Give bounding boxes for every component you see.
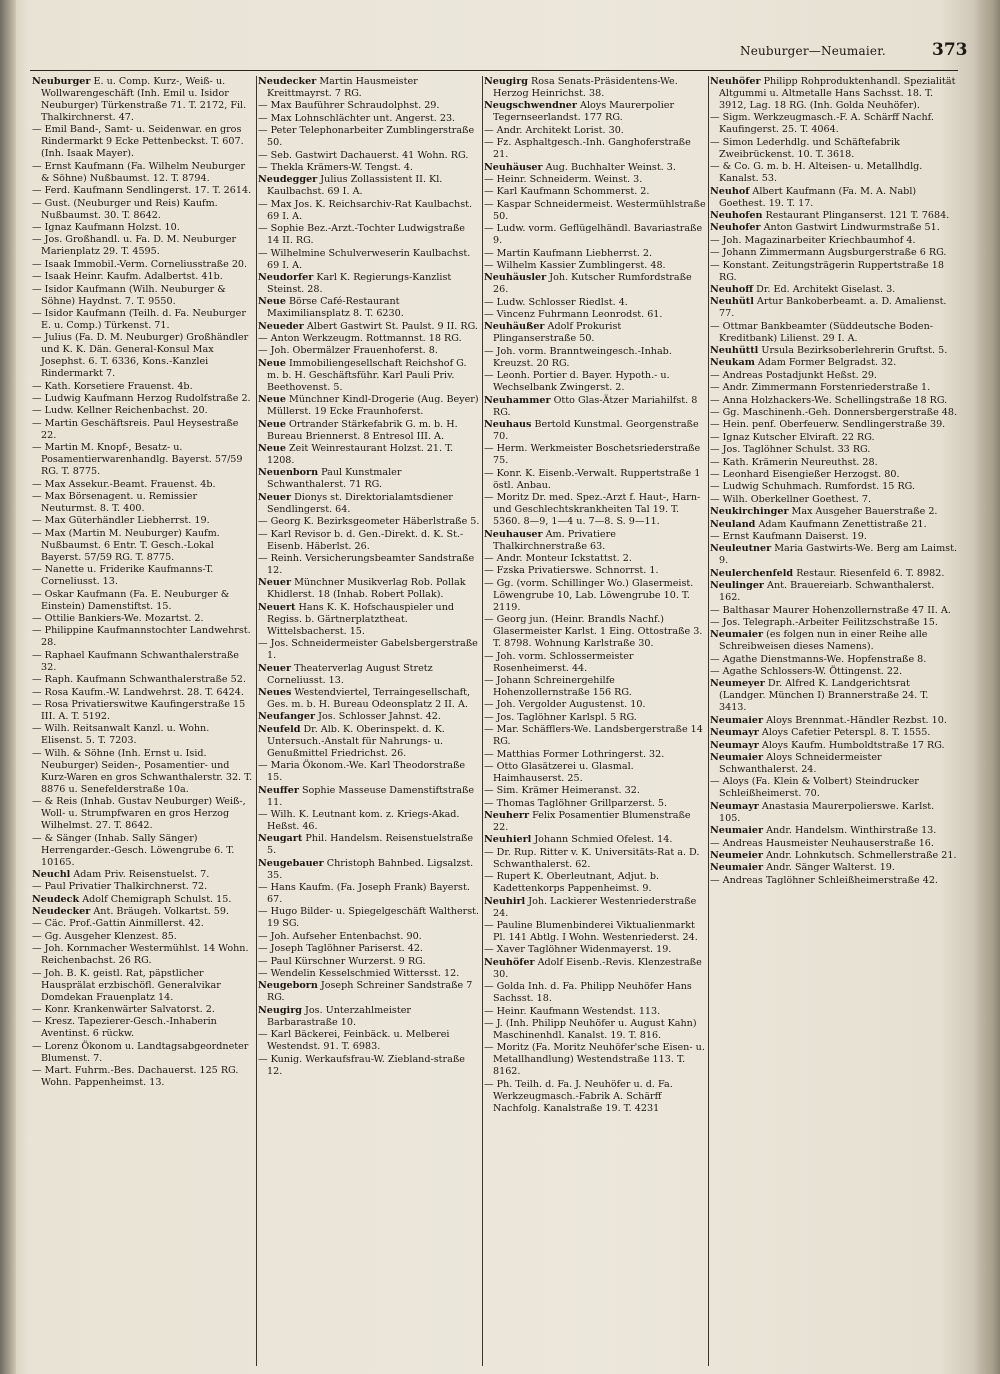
directory-entry: Neuherr Felix Posamentier Blumenstraße 22. — [484, 810, 691, 834]
directory-entry: — Sophie Bez.-Arzt.-Tochter Ludwigstraße 14 II. RG. — [258, 223, 465, 247]
directory-entry: — Paul Kürschner Wurzerst. 9 RG. — [258, 955, 426, 967]
directory-entry: — Isidor Kaufmann (Teilh. d. Fa. Neuburger E. u. Comp.) Türkenst. 71. — [32, 307, 246, 331]
directory-entry: — Ignaz Kutscher Elviraft. 22 RG. — [710, 431, 875, 443]
directory-entry: Neues Westendviertel, Terraingesellschaft, Ges. m. b. H. Bureau Odeonsplatz 2 II. A. — [258, 686, 471, 710]
directory-entry: — Karl Revisor b. d. Gen.-Direkt. d. K. St.-Eisenb. Häberlst. 26. — [258, 528, 464, 552]
directory-entry: — Jos. Taglöhner Karlspl. 5 RG. — [484, 711, 637, 723]
directory-entry: — Joh. Aufseher Entenbachst. 90. — [258, 930, 422, 942]
entry-surname: Neuburger — [32, 76, 91, 87]
directory-entry: — Martin Kaufmann Liebherrst. 2. — [484, 247, 653, 259]
directory-entry: — Leonh. Portier d. Bayer. Hypoth.- u. Wechselbank Zwingerst. 2. — [484, 370, 670, 394]
entry-surname: Neueder — [258, 320, 304, 332]
directory-entry: — Julius (Fa. D. M. Neuburger) Großhändler und K. K. Dän. General-Konsul Max Josephst. 6. T. 6336, Kons.-Kanzlei Rindermarkt 7. — [32, 332, 249, 380]
directory-entry: Neugschwendner Aloys Maurerpolier Tegernseerlandst. 177 RG. — [484, 100, 675, 124]
directory-entry: — Joseph Taglöhner Pariserst. 42. — [258, 943, 423, 955]
entry-surname: Neugschwendner — [484, 100, 577, 112]
directory-entry: — Balthasar Maurer Hohenzollernstraße 47 II. A. — [710, 604, 951, 616]
entry-surname: Neue — [258, 418, 286, 430]
entry-surname: Neumaier — [710, 862, 764, 874]
directory-entry: Neuhöfer Philipp Rohproduktenhandl. Spezialität Altgummi u. Altmetalle Hans Sachsst. 18. T. 3912, Lag. 18 RG. (Inh. Golda Neuhöfer). — [710, 76, 956, 111]
directory-entry: Neudecker Ant. Bräugeh. Volkartst. 59. — [32, 906, 230, 918]
directory-entry: — Reinh. Versicherungsbeamter Sandstraße 12. — [258, 552, 475, 576]
directory-entry: Neugebauer Christoph Bahnbed. Ligsalzst. 35. — [258, 857, 474, 881]
entry-surname: Neumaier — [710, 825, 764, 837]
directory-entry: Neuhofen Restaurant Plinganserst. 121 T. 7684. — [710, 209, 950, 221]
entry-surname: Neuhütl — [710, 296, 754, 308]
directory-entry: — Joh. Kornmacher Westermühlst. 14 Wohn. Reichenbachst. 26 RG. — [32, 943, 249, 967]
directory-entry: Neuchl Adam Priv. Reisenstuelst. 7. — [32, 868, 210, 880]
directory-entry: Neugeborn Joseph Schreiner Sandstraße 7 RG. — [258, 980, 473, 1004]
directory-entry: Neuhierl Johann Schmied Ofelest. 14. — [484, 834, 673, 846]
entry-surname: Neuer — [258, 662, 292, 674]
column-divider — [256, 76, 257, 1366]
directory-entry: — Andreas Taglöhner Schleißheimerstraße 42. — [710, 874, 938, 886]
directory-entry: Neulinger Ant. Brauereiarb. Schwanthalerst. 162. — [710, 580, 935, 604]
entry-surname: Neukirchinger — [710, 506, 789, 518]
entry-surname: Neuhäusler — [484, 272, 547, 284]
directory-entry: Neuer Theaterverlag August Stretz Corneliusst. 13. — [258, 662, 433, 686]
directory-entry: — Martin Geschäftsreis. Paul Heysestraße 22. — [32, 417, 239, 441]
directory-entry: — & Sänger (Inhab. Sally Sänger) Herrengarder.-Gesch. Löwengrube 6. T. 10165. — [32, 832, 235, 868]
directory-entry: — Cäc. Prof.-Gattin Ainmillerst. 42. — [32, 918, 204, 930]
directory-entry: — Ludwig Kaufmann Herzog Rudolfstraße 2. — [32, 393, 251, 405]
directory-entry: — Matthias Former Lothringerst. 32. — [484, 748, 665, 760]
entry-surname: Neuhierl — [484, 834, 532, 846]
directory-entry: — Max Bauführer Schraudolphst. 29. — [258, 100, 440, 112]
directory-entry: — Vincenz Fuhrmann Leonrodst. 61. — [484, 309, 663, 321]
directory-entry: — & Co. G. m. b. H. Alteisen- u. Metallhdlg. Kanalst. 53. — [710, 161, 923, 185]
book-spine-shadow — [0, 0, 16, 1374]
directory-entry: Neumeier Andr. Lohnkutsch. Schmellerstraße 21. — [710, 849, 957, 861]
directory-entry: — Max Güterhändler Liebherrst. 19. — [32, 515, 210, 527]
directory-entry: Neudegger Julius Zollassistent II. Kl. Kaulbachst. 69 I. A. — [258, 174, 443, 198]
directory-entry: — Konstant. Zeitungsträgerin Ruppertstraße 18 RG. — [710, 259, 944, 283]
entry-surname: Neuffer — [258, 784, 299, 796]
directory-entry: Neukam Adam Former Belgradst. 32. — [710, 357, 897, 369]
directory-entry: — Rupert K. Oberleutnant, Adjut. b. Kadettenkorps Pappenheimst. 9. — [484, 871, 660, 895]
entry-surname: Neuer — [258, 491, 292, 503]
directory-entry: — Hugo Bilder- u. Spiegelgeschäft Waltherst. 19 SG. — [258, 906, 480, 930]
directory-entry: Neuert Hans K. K. Hofschauspieler und Regiss. b. Gärtnerplatztheat. Wittelsbacherst. 15. — [258, 601, 455, 637]
directory-entry: — Ludw. vorm. Geflügelhändl. Bavariastraße 9. — [484, 223, 703, 247]
directory-entry: — Max Lohnschlächter unt. Angerst. 23. — [258, 112, 456, 124]
directory-entry: — Golda Inh. d. Fa. Philipp Neuhöfer Hans Sachsst. 18. — [484, 981, 692, 1005]
directory-entry: Neuhöfer Adolf Eisenb.-Revis. Klenzestraße 30. — [484, 956, 702, 980]
entry-surname: Neulinger — [710, 580, 764, 592]
directory-entry: Neumaier Aloys Schneidermeister Schwanthalerst. 24. — [710, 752, 882, 776]
directory-entry: Neumaier Aloys Brennmat.-Händler Rezbst. 10. — [710, 714, 947, 726]
entry-surname: Neumayr — [710, 727, 759, 739]
entry-surname: Neugart — [258, 833, 303, 845]
directory-entry: — Aloys (Fa. Klein & Volbert) Steindrucker Schleißheimerst. 70. — [710, 776, 919, 800]
directory-entry: — Oskar Kaufmann (Fa. E. Neuburger & Einstein) Damenstiftst. 15. — [32, 588, 230, 612]
entry-surname: Neumaier — [710, 629, 764, 641]
directory-entry: — Rosa Privatierswitwe Kaufingerstraße 15 III. A. T. 5192. — [32, 698, 246, 722]
entry-surname: Neuhof — [710, 185, 750, 197]
entry-surname: Neuhirl — [484, 895, 526, 907]
directory-entry: — Jos. Taglöhner Schulst. 33 RG. — [710, 444, 871, 456]
directory-entry: Neuffer Sophie Masseuse Damenstiftstraße 11. — [258, 784, 475, 808]
directory-entry: — Konr. Krankenwärter Salvatorst. 2. — [32, 1004, 215, 1016]
directory-entry: Neudorfer Karl K. Regierungs-Kanzlist Steinst. 28. — [258, 271, 452, 295]
entry-surname: Neudecker — [32, 906, 91, 918]
directory-entry: — Joh. vorm. Schlossermeister Rosenheimerst. 44. — [484, 650, 634, 674]
directory-entry: — Joh. Vergolder Augustenst. 10. — [484, 699, 646, 711]
directory-entry: — Wendelin Kesselschmied Wittersst. 12. — [258, 968, 460, 980]
entry-surname: Neuchl — [32, 868, 71, 880]
entry-surname: Neuhäußer — [484, 321, 545, 333]
directory-entry: — Simon Lederhdlg. und Schäftefabrik Zweibrückenst. 10. T. 3618. — [710, 136, 900, 160]
entry-surname: Neugirg — [258, 1004, 302, 1016]
directory-entry: Neuhäusler Joh. Kutscher Rumfordstraße 26. — [484, 272, 692, 296]
directory-entry: Neumayr Aloys Kaufm. Humboldtstraße 17 RG. — [710, 739, 945, 751]
column-2 — [258, 76, 480, 1366]
directory-entry: Neugirg Jos. Unterzahlmeister Barbarastraße 10. — [258, 1004, 411, 1028]
directory-entry: Neuhäußer Adolf Prokurist Plinganserstraße 50. — [484, 321, 622, 345]
directory-entry: Neuleutner Maria Gastwirts-We. Berg am Laimst. 9. — [710, 543, 957, 567]
directory-entry: — Wilh. K. Leutnant kom. z. Kriegs-Akad. Heßst. 46. — [258, 808, 460, 832]
directory-entry: — Max Börsenagent. u. Remissier Neuturmst. 8. T. 400. — [32, 491, 198, 515]
directory-entry: Neuer Münchner Musikverlag Rob. Pollak Khidlerst. 18 (Inhab. Robert Pollak). — [258, 577, 466, 601]
directory-entry: — Georg K. Bezirksgeometer Häberlstraße 5. — [258, 516, 480, 528]
directory-entry: — Dr. Rup. Ritter v. K. Universitäts-Rat a. D. Schwanthalerst. 62. — [484, 846, 700, 870]
entry-surname: Neuhofer — [710, 222, 761, 234]
entry-surname: Neuleutner — [710, 543, 772, 555]
directory-entry: Neueder Albert Gastwirt St. Paulst. 9 II. RG. — [258, 320, 478, 332]
entry-surname: Neues — [258, 686, 292, 698]
directory-entry: Neuhammer Otto Glas-Ätzer Mariahilfst. 8 RG. — [484, 394, 698, 418]
running-head: Neuburger—Neumaier. — [740, 44, 886, 58]
directory-entry: — Max Jos. K. Reichsarchiv-Rat Kaulbachst. 69 I. A. — [258, 198, 473, 222]
entry-surname: Neue — [258, 394, 286, 406]
directory-entry: — Kath. Krämerin Neureuthst. 28. — [710, 456, 878, 468]
entry-surname: Neumeier — [710, 849, 763, 861]
directory-entry: Neudecker Martin Hausmeister Kreittmayrst. 7 RG. — [258, 76, 418, 99]
directory-entry: — Ludw. Kellner Reichenbachst. 20. — [32, 405, 208, 417]
entry-surname: Neumeyer — [710, 678, 765, 690]
directory-entry: — Karl Kaufmann Schommerst. 2. — [484, 186, 650, 198]
directory-entry: — Gg. Maschinenh.-Geh. Donnersbergerstraße 48. — [710, 407, 958, 419]
directory-entry: — Joh. Magazinarbeiter Kriechbaumhof 4. — [710, 234, 916, 246]
directory-entry: — Raph. Kaufmann Schwanthalerstraße 52. — [32, 674, 246, 686]
directory-entry: — Johann Zimmermann Augsburgerstraße 6 RG. — [710, 247, 947, 259]
entry-surname: Neuhammer — [484, 394, 551, 406]
directory-entry: — Ottilie Bankiers-We. Mozartst. 2. — [32, 612, 204, 624]
directory-entry: Neumaier (es folgen nun in einer Reihe alle Schreibweisen dieses Namens). — [710, 629, 928, 653]
entry-surname: Neufeld — [258, 723, 301, 735]
entry-surname: Neukam — [710, 357, 755, 369]
directory-entry: Neugart Phil. Handelsm. Reisenstuelstraße 5. — [258, 833, 474, 857]
directory-entry: — Joh. Obermälzer Frauenhoferst. 8. — [258, 345, 438, 357]
directory-entry: — Fzska Privatierswe. Schnorrst. 1. — [484, 565, 659, 577]
entry-surname: Neuhofen — [710, 209, 763, 221]
entry-surname: Neulerchenfeld — [710, 567, 794, 579]
directory-entry: Neue Börse Café-Restaurant Maximiliansplatz 8. T. 6230. — [258, 296, 404, 320]
entry-surname: Neuhauser — [484, 528, 543, 540]
entry-surname: Neudorfer — [258, 271, 314, 283]
entry-surname: Neudecker — [258, 76, 317, 87]
directory-entry: — Sigm. Werkzeugmasch.-F. A. Schärff Nachf. Kaufingerst. 25. T. 4064. — [710, 112, 934, 136]
entry-surname: Neumayr — [710, 800, 759, 812]
directory-entry: — Moritz (Fa. Moritz Neuhöfer'sche Eisen- u. Metallhandlung) Westendstraße 113. T. 8162. — [484, 1042, 705, 1078]
directory-entry: — & Reis (Inhab. Gustav Neuburger) Weiß-, Woll- u. Strumpfwaren en gros Herzog Wilhelmst. 27. T. 8642. — [32, 796, 246, 832]
directory-entry: — Wilh. & Söhne (Inh. Ernst u. Isid. Neuburger) Seiden-, Posamentier- und Kurz-Waren en gros Schwanthalerstr. 32. T. 8876 u. Senefelderstraße 10a. — [32, 747, 253, 795]
directory-entry: Neumaier Andr. Handelsm. Winthirstraße 13. — [710, 825, 937, 837]
directory-entry: — Raphael Kaufmann Schwanthalerstraße 32. — [32, 649, 239, 673]
directory-entry: Neue Zeit Weinrestaurant Holzst. 21. T. 1208. — [258, 443, 454, 467]
directory-entry: — Ottmar Bankbeamter (Süddeutsche Boden-Kreditbank) Lilienst. 29 I. A. — [710, 320, 933, 344]
entry-surname: Neufanger — [258, 711, 316, 723]
directory-entry: — Philippine Kaufmannstochter Landwehrst. 28. — [32, 625, 251, 649]
directory-entry: — Nanette u. Friderike Kaufmanns-T. Corneliusst. 13. — [32, 564, 214, 588]
directory-entry: Neudeck Adolf Chemigraph Schulst. 15. — [32, 893, 232, 905]
directory-entry: — Xaver Taglöhner Widenmayerst. 19. — [484, 944, 672, 956]
directory-entry: Neufeld Dr. Alb. K. Oberinspekt. d. K. Untersuch.-Anstalt für Nahrungs- u. Genußmittel Friedrichst. 26. — [258, 723, 445, 759]
directory-entry: — Mart. Fuhrm.-Bes. Dachauerst. 125 RG. Wohn. Pappenheimst. 13. — [32, 1065, 239, 1089]
directory-entry: — Maria Ökonom.-We. Karl Theodorstraße 15. — [258, 760, 466, 784]
entry-surname: Neumayr — [710, 739, 759, 751]
entry-surname: Neuhöfer — [484, 956, 535, 968]
directory-entry: — Jos. Großhandl. u. Fa. D. M. Neuburger Marienplatz 29. T. 4595. — [32, 234, 237, 258]
directory-entry: — Hein. penf. Oberfeuerw. Sendlingerstraße 39. — [710, 419, 946, 431]
directory-entry: — Gg. (vorm. Schillinger Wo.) Glasermeist. Löwengrube 10, Lab. Löwengrube 10. T. 2119. — [484, 577, 694, 613]
directory-entry: — Paul Privatier Thalkirchnerst. 72. — [32, 881, 208, 893]
entry-surname: Neuenborn — [258, 467, 319, 479]
directory-entry: — Otto Glasätzerei u. Glasmal. Haimhauserst. 25. — [484, 760, 634, 784]
directory-entry: — J. (Inh. Philipp Neuhöfer u. August Kahn) Maschinenhdl. Kanalst. 19. T. 816. — [484, 1017, 697, 1041]
directory-entry: — Thomas Taglöhner Grillparzerst. 5. — [484, 797, 668, 809]
directory-entry: Neuland Adam Kaufmann Zenettistraße 21. — [710, 518, 927, 530]
directory-entry: — Gust. (Neuburger und Reis) Kaufm. Nußbaumst. 30. T. 8642. — [32, 197, 218, 221]
entry-surname: Neuhoff — [710, 283, 754, 295]
directory-entry: Neuhofer Anton Gastwirt Lindwurmstraße 51. — [710, 222, 940, 234]
directory-entry: — Wilh. Oberkellner Goethest. 7. — [710, 493, 871, 505]
directory-entry: Neuhauser Am. Privatiere Thalkirchnerstraße 63. — [484, 528, 616, 552]
entry-surname: Neuhaus — [484, 419, 532, 431]
directory-entry: — Ludwig Schuhmach. Rumfordst. 15 RG. — [710, 481, 916, 493]
directory-entry: — Ludw. Schlosser Riedlst. 4. — [484, 296, 628, 308]
directory-entry: — Heinr. Schneiderm. Weinst. 3. — [484, 173, 643, 185]
directory-entry: — Wilh. Reitsanwalt Kanzl. u. Wohn. Elisenst. 5. T. 7203. — [32, 723, 210, 747]
directory-entry: — Ph. Teilh. d. Fa. J. Neuhöfer u. d. Fa. Werkzeugmasch.-Fabrik A. Schärff Nachfolg. Kanalstraße 19. T. 4231 — [484, 1078, 673, 1114]
directory-entry: Neuhof Albert Kaufmann (Fa. M. A. Nabl) Goethest. 19. T. 17. — [710, 185, 917, 209]
directory-entry: Neuenborn Paul Kunstmaler Schwanthalerst. 71 RG. — [258, 467, 402, 491]
directory-entry: — Leonhard Eisengießer Herzogst. 80. — [710, 468, 900, 480]
entry-surname: Neuland — [710, 518, 756, 530]
directory-entry: — Hans Kaufm. (Fa. Joseph Frank) Bayerst. 67. — [258, 882, 470, 906]
directory-entry: — Sim. Krämer Heimeranst. 32. — [484, 785, 640, 797]
directory-entry: — Agathe Dienstmanns-We. Hopfenstraße 8. — [710, 653, 927, 665]
directory-entry: — Anton Werkzeugm. Rottmannst. 18 RG. — [258, 333, 462, 345]
directory-entry: Neumayr Aloys Cafetier Peterspl. 8. T. 1555. — [710, 727, 931, 739]
directory-entry: — Rosa Kaufm.-W. Landwehrst. 28. T. 6424. — [32, 686, 244, 698]
directory-entry: — Thekla Krämers-W. Tengst. 4. — [258, 161, 413, 173]
directory-entry: — Lorenz Ökonom u. Landtagsabgeordneter Blumenst. 7. — [32, 1040, 249, 1064]
directory-entry: Neumeyer Dr. Alfred K. Landgerichtsrat (Landger. München I) Brannerstraße 24. T. 3413. — [710, 678, 929, 714]
directory-entry: — Emil Band-, Samt- u. Seidenwar. en gros Rindermarkt 9 Ecke Pettenbeckst. T. 607. (Inh. Isaak Mayer). — [32, 124, 244, 160]
directory-entry: — Karl Bäckerei, Feinbäck. u. Melberei Westendst. 91. T. 6983. — [258, 1029, 450, 1053]
directory-entry: — Seb. Gastwirt Dachauerst. 41 Wohn. RG. — [258, 149, 469, 161]
directory-entry: Neuhäuser Aug. Buchhalter Weinst. 3. — [484, 161, 676, 173]
directory-entry: — Kaspar Schneidermeist. Westermühlstraße 50. — [484, 198, 706, 222]
column-3 — [484, 76, 706, 1366]
directory-entry: — Max (Martin M. Neuburger) Kaufm. Nußbaumst. 6 Entr. T. Gesch.-Lokal Bayerst. 57/59 RG. T. 8775. — [32, 527, 220, 563]
directory-entry: Neufanger Jos. Schlosser Jahnst. 42. — [258, 711, 441, 723]
entry-surname: Neuhäuser — [484, 161, 543, 173]
entry-surname: Neuert — [258, 601, 296, 613]
directory-entry: Neumayr Anastasia Maurerpolierswe. Karlst. 105. — [710, 800, 935, 824]
directory-entry: — Agathe Schlossers-W. Öttingenst. 22. — [710, 666, 903, 678]
entry-surname: Neuhüttl — [710, 345, 759, 357]
directory-entry: — Herm. Werkmeister Boschetsriederstraße 75. — [484, 443, 701, 467]
directory-entry: — Johann Schreinergehilfe Hohenzollernstraße 156 RG. — [484, 674, 632, 698]
directory-entry: Neukirchinger Max Ausgeher Bauerstraße 2. — [710, 506, 938, 518]
directory-entry: — Jos. Schneidermeister Gabelsbergerstraße 1. — [258, 638, 478, 662]
directory-entry: — Peter Telephonarbeiter Zumblingerstraße 50. — [258, 125, 475, 149]
directory-entry: — Max Assekur.-Beamt. Frauenst. 4b. — [32, 478, 216, 490]
header-rule — [30, 70, 958, 71]
directory-entry: — Andr. Architekt Lorist. 30. — [484, 124, 624, 136]
entry-surname: Neuer — [258, 577, 292, 589]
directory-entry: — Fz. Asphaltgesch.-Inh. Ganghoferstraße 21. — [484, 137, 691, 161]
directory-entry: — Martin M. Knopf-, Besatz- u. Posamentierwarenhandlg. Bayerst. 57/59 RG. T. 8775. — [32, 442, 243, 478]
directory-entry: — Kresz. Tapezierer-Gesch.-Inhaberin Aventinst. 6 rückw. — [32, 1016, 217, 1040]
directory-entry: — Anna Holzhackers-We. Schellingstraße 18 RG. — [710, 394, 948, 406]
directory-entry: — Mar. Schäfflers-We. Landsbergerstraße 14 RG. — [484, 724, 703, 748]
entry-surname: Neumaier — [710, 752, 764, 764]
directory-entry: — Pauline Blumenbinderei Viktualienmarkt Pl. 141 Abtlg. I Wohn. Westenriederst. 24. — [484, 920, 698, 944]
directory-entry: — Heinr. Kaufmann Westendst. 113. — [484, 1005, 661, 1017]
column-divider — [708, 76, 709, 1366]
directory-entry: Neulerchenfeld Restaur. Riesenfeld 6. T. 8982. — [710, 567, 945, 579]
directory-entry: Neuhüttl Ursula Bezirksoberlehrerin Gruftst. 5. — [710, 345, 948, 357]
directory-entry: Neue Ortrander Stärkefabrik G. m. b. H. Bureau Briennerst. 8 Entresol III. A. — [258, 418, 458, 442]
directory-entry: Neuhaus Bertold Kunstmal. Georgenstraße 70. — [484, 419, 699, 443]
directory-entry: — Konr. K. Eisenb.-Verwalt. Ruppertstraße 1 östl. Anbau. — [484, 467, 701, 491]
directory-entry: — Kath. Korsetiere Frauenst. 4b. — [32, 380, 193, 392]
entry-surname: Neuherr — [484, 810, 530, 822]
entry-surname: Neumaier — [710, 714, 764, 726]
directory-entry: — Ernst Kaufmann (Fa. Wilhelm Neuburger & Söhne) Nußbaumst. 12. T. 8794. — [32, 160, 246, 184]
entry-surname: Neuhöfer — [710, 76, 761, 87]
directory-entry: — Ignaz Kaufmann Holzst. 10. — [32, 221, 180, 233]
directory-entry: — Andr. Monteur Ickstattst. 2. — [484, 552, 632, 564]
entry-surname: Neugebauer — [258, 857, 324, 869]
directory-entry: Neue Münchner Kindl-Drogerie (Aug. Beyer) Müllerst. 19 Ecke Fraunhoferst. — [258, 394, 479, 418]
entry-surname: Neue — [258, 443, 286, 455]
directory-entry: — Kunig. Werkaufsfrau-W. Ziebland-straße 12. — [258, 1053, 465, 1077]
directory-entry: — Andreas Hausmeister Neuhauserstraße 16. — [710, 837, 934, 849]
directory-entry: — Andreas Postadjunkt Heßst. 29. — [710, 369, 877, 381]
entry-surname: Neue — [258, 357, 286, 369]
directory-entry: — Isaak Immobil.-Verm. Corneliusstraße 20. — [32, 258, 248, 270]
directory-entry: Neuburger E. u. Comp. Kurz-, Weiß- u. Wollwarengeschäft (Inh. Emil u. Isidor Neuburger) Türkenstraße 71. T. 2172, Fil. Thalkirchnerst. 47. — [32, 76, 247, 123]
directory-entry: — Jos. Telegraph.-Arbeiter Feilitzschstraße 15. — [710, 616, 938, 628]
directory-entry: — Ferd. Kaufmann Sendlingerst. 17. T. 2614. — [32, 185, 252, 197]
entry-surname: Neugeborn — [258, 980, 318, 992]
directory-entry: — Gg. Ausgeher Klenzest. 85. — [32, 930, 177, 942]
page-edge-shadow — [974, 0, 1000, 1374]
directory-entry: Neumaier Andr. Sänger Walterst. 19. — [710, 862, 895, 874]
directory-entry: — Wilhelm Kassier Zumblingerst. 48. — [484, 259, 666, 271]
directory-entry: Neue Immobiliengesellschaft Reichshof G. m. b. H. Geschäftsführ. Karl Pauli Priv. Beethovenst. 5. — [258, 357, 467, 393]
directory-entry: — Isaak Heinr. Kaufm. Adalbertst. 41b. — [32, 271, 223, 283]
entry-surname: Neue — [258, 296, 286, 308]
directory-entry: Neuhütl Artur Bankoberbeamt. a. D. Amalienst. 77. — [710, 296, 947, 320]
entry-surname: Neugirg — [484, 76, 528, 87]
directory-entry: — Isidor Kaufmann (Wilh. Neuburger & Söhne) Haydnst. 7. T. 9550. — [32, 283, 226, 307]
directory-entry: — Georg jun. (Heinr. Brandls Nachf.) Glasermeister Karlst. 1 Eing. Ottostraße 3. T. 8798. Wohnung Karlstraße 30. — [484, 614, 703, 650]
columns — [30, 76, 960, 1366]
directory-entry: Neuhirl Joh. Lackierer Westenriederstraße 24. — [484, 895, 697, 919]
column-1 — [32, 76, 254, 1366]
directory-entry: Neuer Dionys st. Direktorialamtsdiener Sendlingerst. 64. — [258, 491, 453, 515]
entry-surname: Neudeck — [32, 893, 80, 905]
directory-entry: — Moritz Dr. med. Spez.-Arzt f. Haut-, Harn- und Geschlechtskrankheiten Tal 19. T. 5360. 8—9, 1—4 u. 7—8. S. 9—11. — [484, 492, 701, 528]
directory-entry: — Joh. vorm. Branntweingesch.-Inhab. Kreuzst. 20 RG. — [484, 345, 672, 369]
directory-entry: Neuhoff Dr. Ed. Architekt Giselast. 3. — [710, 283, 896, 295]
column-divider — [482, 76, 483, 1366]
directory-entry: — Ernst Kaufmann Daiserst. 19. — [710, 530, 867, 542]
directory-entry: — Andr. Zimmermann Forstenriederstraße 1. — [710, 382, 931, 394]
directory-entry: — Joh. B. K. geistl. Rat, päpstlicher Hausprälat erzbischöfl. Generalvikar Domdekan Frauenplatz 14. — [32, 967, 221, 1003]
page-number: 373 — [932, 40, 968, 60]
column-4 — [710, 76, 958, 1366]
entry-surname: Neudegger — [258, 174, 318, 186]
directory-entry: — Wilhelmine Schulverweserin Kaulbachst. 69 I. A. — [258, 247, 471, 271]
directory-entry: Neugirg Rosa Senats-Präsidentens-We. Herzog Heinrichst. 38. — [484, 76, 678, 99]
